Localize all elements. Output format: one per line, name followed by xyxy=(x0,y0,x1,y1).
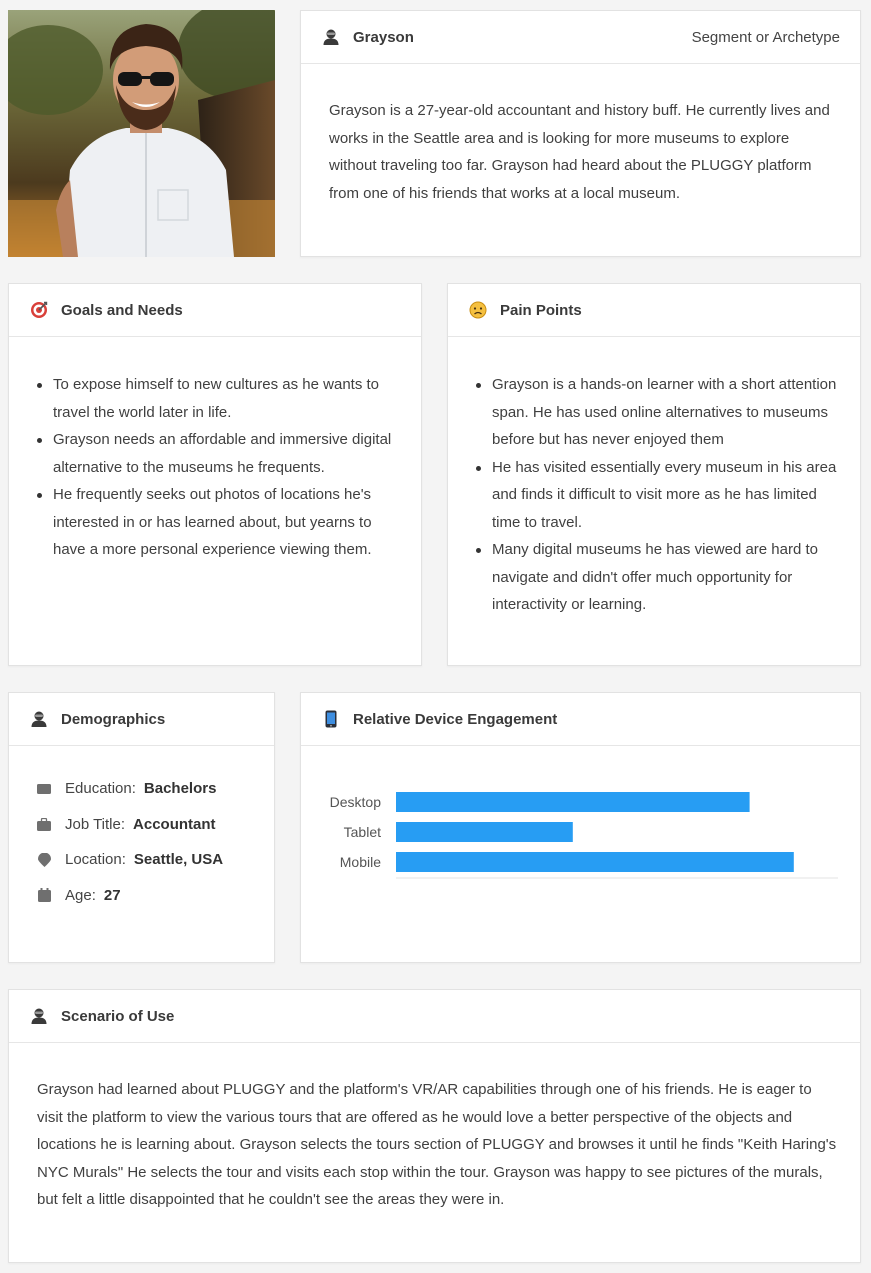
scenario-card-header xyxy=(9,990,860,1043)
pain-points-card xyxy=(447,283,861,666)
demographic-label: Job Title: xyxy=(65,815,126,833)
profile-card-header xyxy=(301,11,860,64)
bar-chart xyxy=(301,746,860,962)
category-label-desktop: Desktop xyxy=(329,794,381,810)
category-label-mobile: Mobile xyxy=(339,854,381,870)
demographics-title: Demographics xyxy=(61,710,166,728)
device-engagement-card-header xyxy=(301,693,860,746)
goals-card-header xyxy=(9,284,421,337)
target-icon xyxy=(29,300,49,320)
persona-photo-graphic xyxy=(8,10,275,257)
pain-points-list xyxy=(476,371,844,619)
segment-label: Segment or Archetype xyxy=(691,28,840,46)
demographics-list xyxy=(9,746,274,913)
demographic-value: Accountant xyxy=(133,815,216,833)
person-icon xyxy=(29,709,49,729)
demographic-row-job-title xyxy=(37,807,254,843)
demographic-value: 27 xyxy=(103,886,121,904)
list-item: Grayson needs an affordable and immersive digital alternative to the museums he frequents. xyxy=(37,426,405,481)
goals-body xyxy=(9,337,421,584)
list-item: He frequently seeks out photos of locations he's interested in or has learned about, but yearns to have a more personal experience viewing them. xyxy=(37,481,405,564)
list-item: He has visited essentially every museum in his area and finds it difficult to visit more as he has limited time to travel. xyxy=(476,454,844,537)
graduation-cap-icon xyxy=(37,782,51,796)
pain-points-title: Pain Points xyxy=(500,301,582,319)
demographic-label: Education: xyxy=(65,780,136,798)
demographic-row-location xyxy=(37,842,254,878)
demographic-label: Location: xyxy=(65,851,126,869)
persona-name: Grayson xyxy=(353,28,414,46)
bar-mobile xyxy=(396,852,794,872)
category-label-tablet: Tablet xyxy=(343,824,381,840)
demographic-row-age xyxy=(37,878,254,914)
scenario-title: Scenario of Use xyxy=(61,1007,175,1025)
pain-points-card-header xyxy=(448,284,860,337)
demographic-label: Age: xyxy=(65,886,96,904)
bar-desktop xyxy=(396,792,750,812)
demographic-row-education xyxy=(37,771,254,807)
persona-bio: Grayson is a 27-year-old accountant and history buff. He currently lives and works in the Seattle area and is looking for more museums to explore without traveling too far. Grayson had heard about the PLUGGY platform from one of his friends that works at a local museum. xyxy=(329,102,830,202)
person-icon xyxy=(321,27,341,47)
goals-list xyxy=(37,371,405,564)
profile-card xyxy=(300,10,861,257)
list-item: To expose himself to new cultures as he wants to travel the world later in life. xyxy=(37,371,405,426)
scenario-text: Grayson had learned about PLUGGY and the platform's VR/AR capabilities through one of his friends. He is eager to visit the platform to view the various tours that are offered as he would love a better perspective of the objects and locations he is learning about. Grayson selects the tours section of PLUGGY and browses it until he finds "Keith Haring's NYC Murals" He selects the tour and visits each stop within the tour. Grayson was happy to see pictures of the murals, but felt a little disappointed that he couldn't see the areas they were in. xyxy=(37,1081,837,1208)
bar-tablet xyxy=(396,822,573,842)
map-pin-icon xyxy=(37,853,51,867)
person-icon xyxy=(29,1006,49,1026)
list-item: Grayson is a hands-on learner with a short attention span. He has used online alternatives to museums before but has never enjoyed them xyxy=(476,371,844,454)
demographics-card-header xyxy=(9,693,274,746)
device-engagement-card xyxy=(300,692,861,963)
calendar-icon xyxy=(37,888,51,902)
goals-card xyxy=(8,283,422,666)
list-item: Many digital museums he has viewed are hard to navigate and didn't offer much opportunity for interactivity or learning. xyxy=(476,536,844,619)
demographic-value: Seattle, USA xyxy=(133,851,224,869)
device-engagement-chart xyxy=(301,746,860,962)
demographic-value: Bachelors xyxy=(143,780,217,798)
device-engagement-title: Relative Device Engagement xyxy=(353,710,558,728)
goals-title: Goals and Needs xyxy=(61,301,183,319)
pain-points-body xyxy=(448,337,860,639)
briefcase-icon xyxy=(37,817,51,831)
frowning-face-icon xyxy=(468,300,488,320)
mobile-phone-icon xyxy=(321,709,341,729)
demographics-card xyxy=(8,692,275,963)
scenario-card xyxy=(8,989,861,1263)
persona-photo xyxy=(8,10,275,257)
